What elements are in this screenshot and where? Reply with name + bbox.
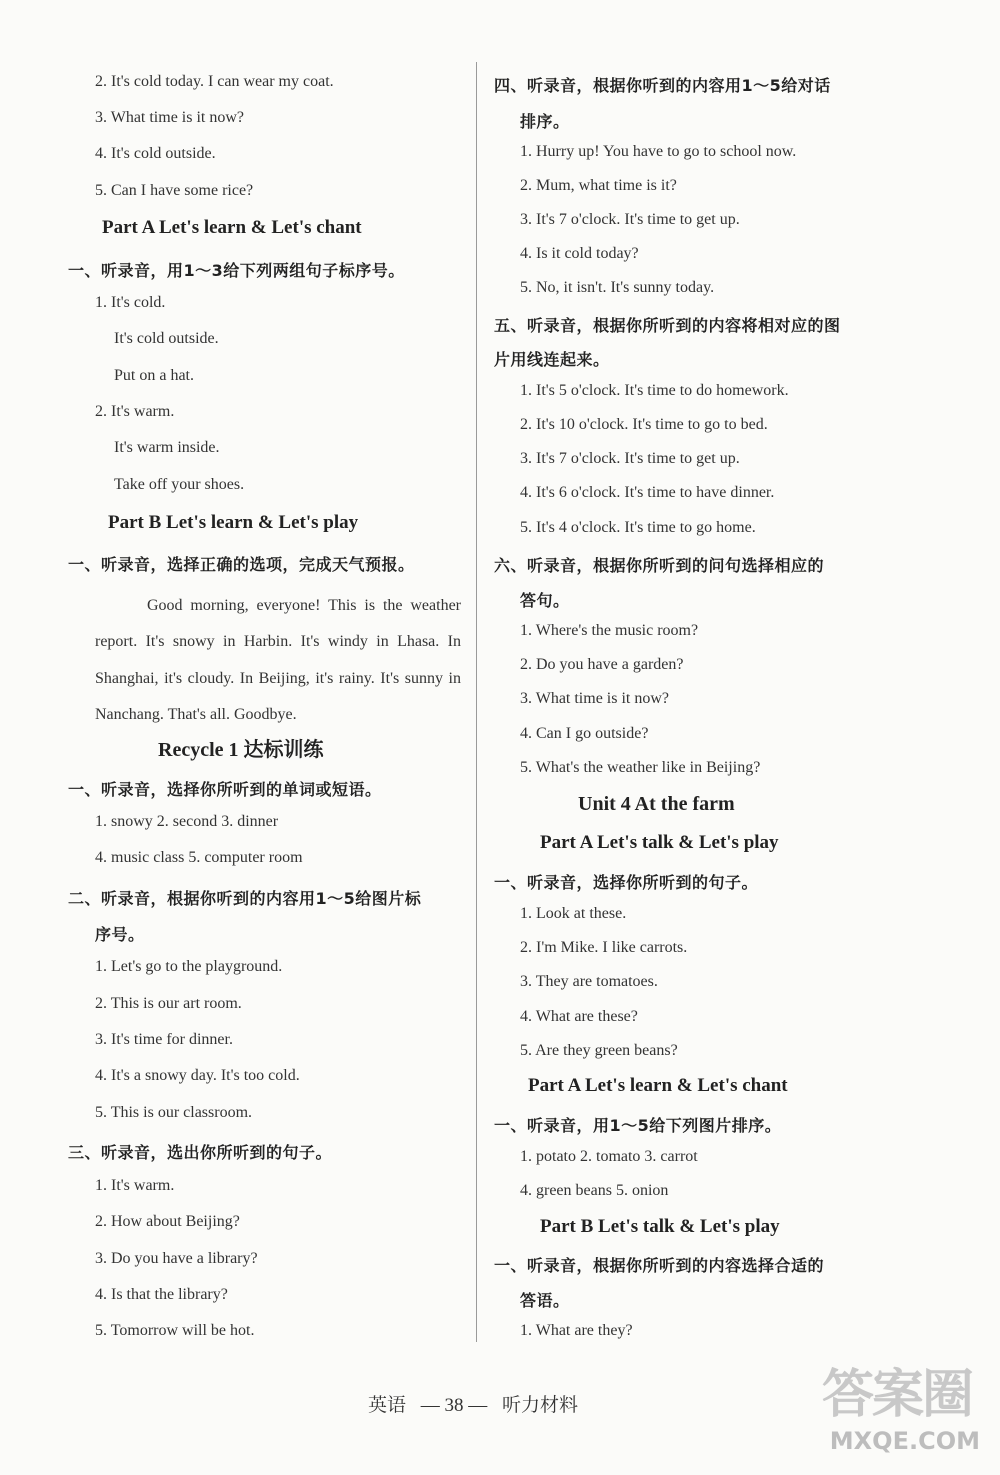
part-heading: Part A Let's learn & Let's chant [528, 1075, 788, 1096]
transcript-line: 3. It's time for dinner. [95, 1031, 233, 1048]
transcript-line: 1. potato 2. tomato 3. carrot [520, 1148, 698, 1165]
part-heading: Part B Let's learn & Let's play [108, 512, 359, 533]
transcript-line: 2. It's cold today. I can wear my coat. [95, 73, 334, 90]
transcript-line: 4. green beans 5. onion [520, 1182, 669, 1199]
question-heading: 答句。 [520, 591, 570, 610]
transcript-line: 3. It's 7 o'clock. It's time to get up. [520, 211, 740, 228]
question-heading: 四、听录音，根据你听到的内容用1～5给对话 [494, 76, 831, 95]
weather-report-paragraph: Good morning, everyone! This is the weather report. It's snowy in Harbin. It's windy in Lhasa. In Shanghai, it's cloudy. In Beijing, it's rainy. It's sunny in Nanchang. That's all. Goodbye. [95, 597, 461, 724]
question-heading: 五、听录音，根据你所听到的内容将相对应的图 [494, 316, 841, 335]
question-heading: 答语。 [520, 1291, 570, 1310]
question-heading: 一、听录音，选择正确的选项，完成天气预报。 [68, 555, 415, 574]
column-divider [476, 62, 477, 1342]
part-heading: Part A Let's talk & Let's play [540, 832, 779, 853]
page-footer [368, 1390, 588, 1417]
transcript-line: 4. Can I go outside? [520, 725, 649, 742]
transcript-line: 5. Are they green beans? [520, 1042, 678, 1059]
transcript-line: 5. No, it isn't. It's sunny today. [520, 279, 715, 296]
transcript-line: 5. Tomorrow will be hot. [95, 1322, 255, 1339]
watermark-logo [802, 1367, 992, 1467]
transcript-line: 4. It's a snowy day. It's too cold. [95, 1067, 300, 1084]
question-heading: 序号。 [95, 925, 145, 944]
transcript-line: 4. Is that the library? [95, 1286, 228, 1303]
transcript-line: 1. It's cold. [95, 294, 166, 311]
transcript-line: 2. How about Beijing? [95, 1213, 240, 1230]
transcript-line: 4. It's 6 o'clock. It's time to have dinner. [520, 484, 775, 501]
footer-subject: 英语 [368, 1395, 407, 1416]
transcript-line: Take off your shoes. [114, 476, 245, 493]
transcript-line: It's cold outside. [114, 330, 219, 347]
question-heading: 六、听录音，根据你所听到的问句选择相应的 [494, 556, 825, 575]
transcript-line: 4. It's cold outside. [95, 145, 216, 162]
transcript-line: 1. Look at these. [520, 905, 627, 922]
footer-page-number: — 38 — [420, 1395, 488, 1416]
transcript-line: 2. Do you have a garden? [520, 656, 684, 673]
question-heading: 二、听录音，根据你听到的内容用1～5给图片标 [68, 889, 422, 908]
transcript-line: Put on a hat. [114, 367, 194, 384]
transcript-line: 4. What are these? [520, 1008, 638, 1025]
transcript-line: 5. Can I have some rice? [95, 182, 254, 199]
watermark-url: MXQE.COM [829, 1427, 980, 1455]
section-title: Recycle 1 达标训练 [158, 739, 324, 761]
transcript-line: 1. It's warm. [95, 1177, 175, 1194]
transcript-line: 1. Let's go to the playground. [95, 958, 283, 975]
transcript-line: 3. What time is it now? [95, 109, 245, 126]
question-heading: 三、听录音，选出你所听到的句子。 [68, 1143, 333, 1162]
transcript-line: It's warm inside. [114, 439, 220, 456]
question-heading: 一、听录音，选择你所听到的单词或短语。 [68, 780, 382, 799]
transcript-line: 1. snowy 2. second 3. dinner [95, 813, 279, 830]
watermark-title: 答案圈 [821, 1365, 972, 1425]
transcript-line: 2. I'm Mike. I like carrots. [520, 939, 688, 956]
transcript-line: 1. What are they? [520, 1322, 633, 1339]
transcript-line: 5. It's 4 o'clock. It's time to go home. [520, 519, 756, 536]
transcript-line: 1. Hurry up! You have to go to school now. [520, 143, 797, 160]
footer-section: 听力材料 [502, 1395, 579, 1416]
part-heading: Part A Let's learn & Let's chant [102, 217, 362, 238]
transcript-line: 5. What's the weather like in Beijing? [520, 759, 761, 776]
question-heading: 排序。 [520, 112, 570, 131]
transcript-line: 2. Mum, what time is it? [520, 177, 677, 194]
transcript-line: 5. This is our classroom. [95, 1104, 253, 1121]
transcript-line: 4. music class 5. computer room [95, 849, 303, 866]
transcript-line: 3. What time is it now? [520, 690, 670, 707]
question-heading: 一、听录音，根据你所听到的内容选择合适的 [494, 1256, 825, 1275]
section-title: Unit 4 At the farm [578, 793, 735, 815]
question-heading: 一、听录音，用1～5给下列图片排序。 [494, 1116, 782, 1135]
question-heading: 一、听录音，选择你所听到的句子。 [494, 873, 759, 892]
question-heading: 片用线连起来。 [494, 350, 610, 369]
transcript-line: 1. It's 5 o'clock. It's time to do homework. [520, 382, 789, 399]
transcript-line: 2. This is our art room. [95, 995, 242, 1012]
transcript-line: 2. It's warm. [95, 403, 175, 420]
question-heading: 一、听录音，用1～3给下列两组句子标序号。 [68, 261, 405, 280]
part-heading: Part B Let's talk & Let's play [540, 1216, 780, 1237]
transcript-line: 1. Where's the music room? [520, 622, 699, 639]
transcript-line: 3. Do you have a library? [95, 1250, 258, 1267]
transcript-line: 3. It's 7 o'clock. It's time to get up. [520, 450, 740, 467]
transcript-line: 4. Is it cold today? [520, 245, 639, 262]
transcript-line: 3. They are tomatoes. [520, 973, 658, 990]
transcript-line: 2. It's 10 o'clock. It's time to go to bed. [520, 416, 768, 433]
